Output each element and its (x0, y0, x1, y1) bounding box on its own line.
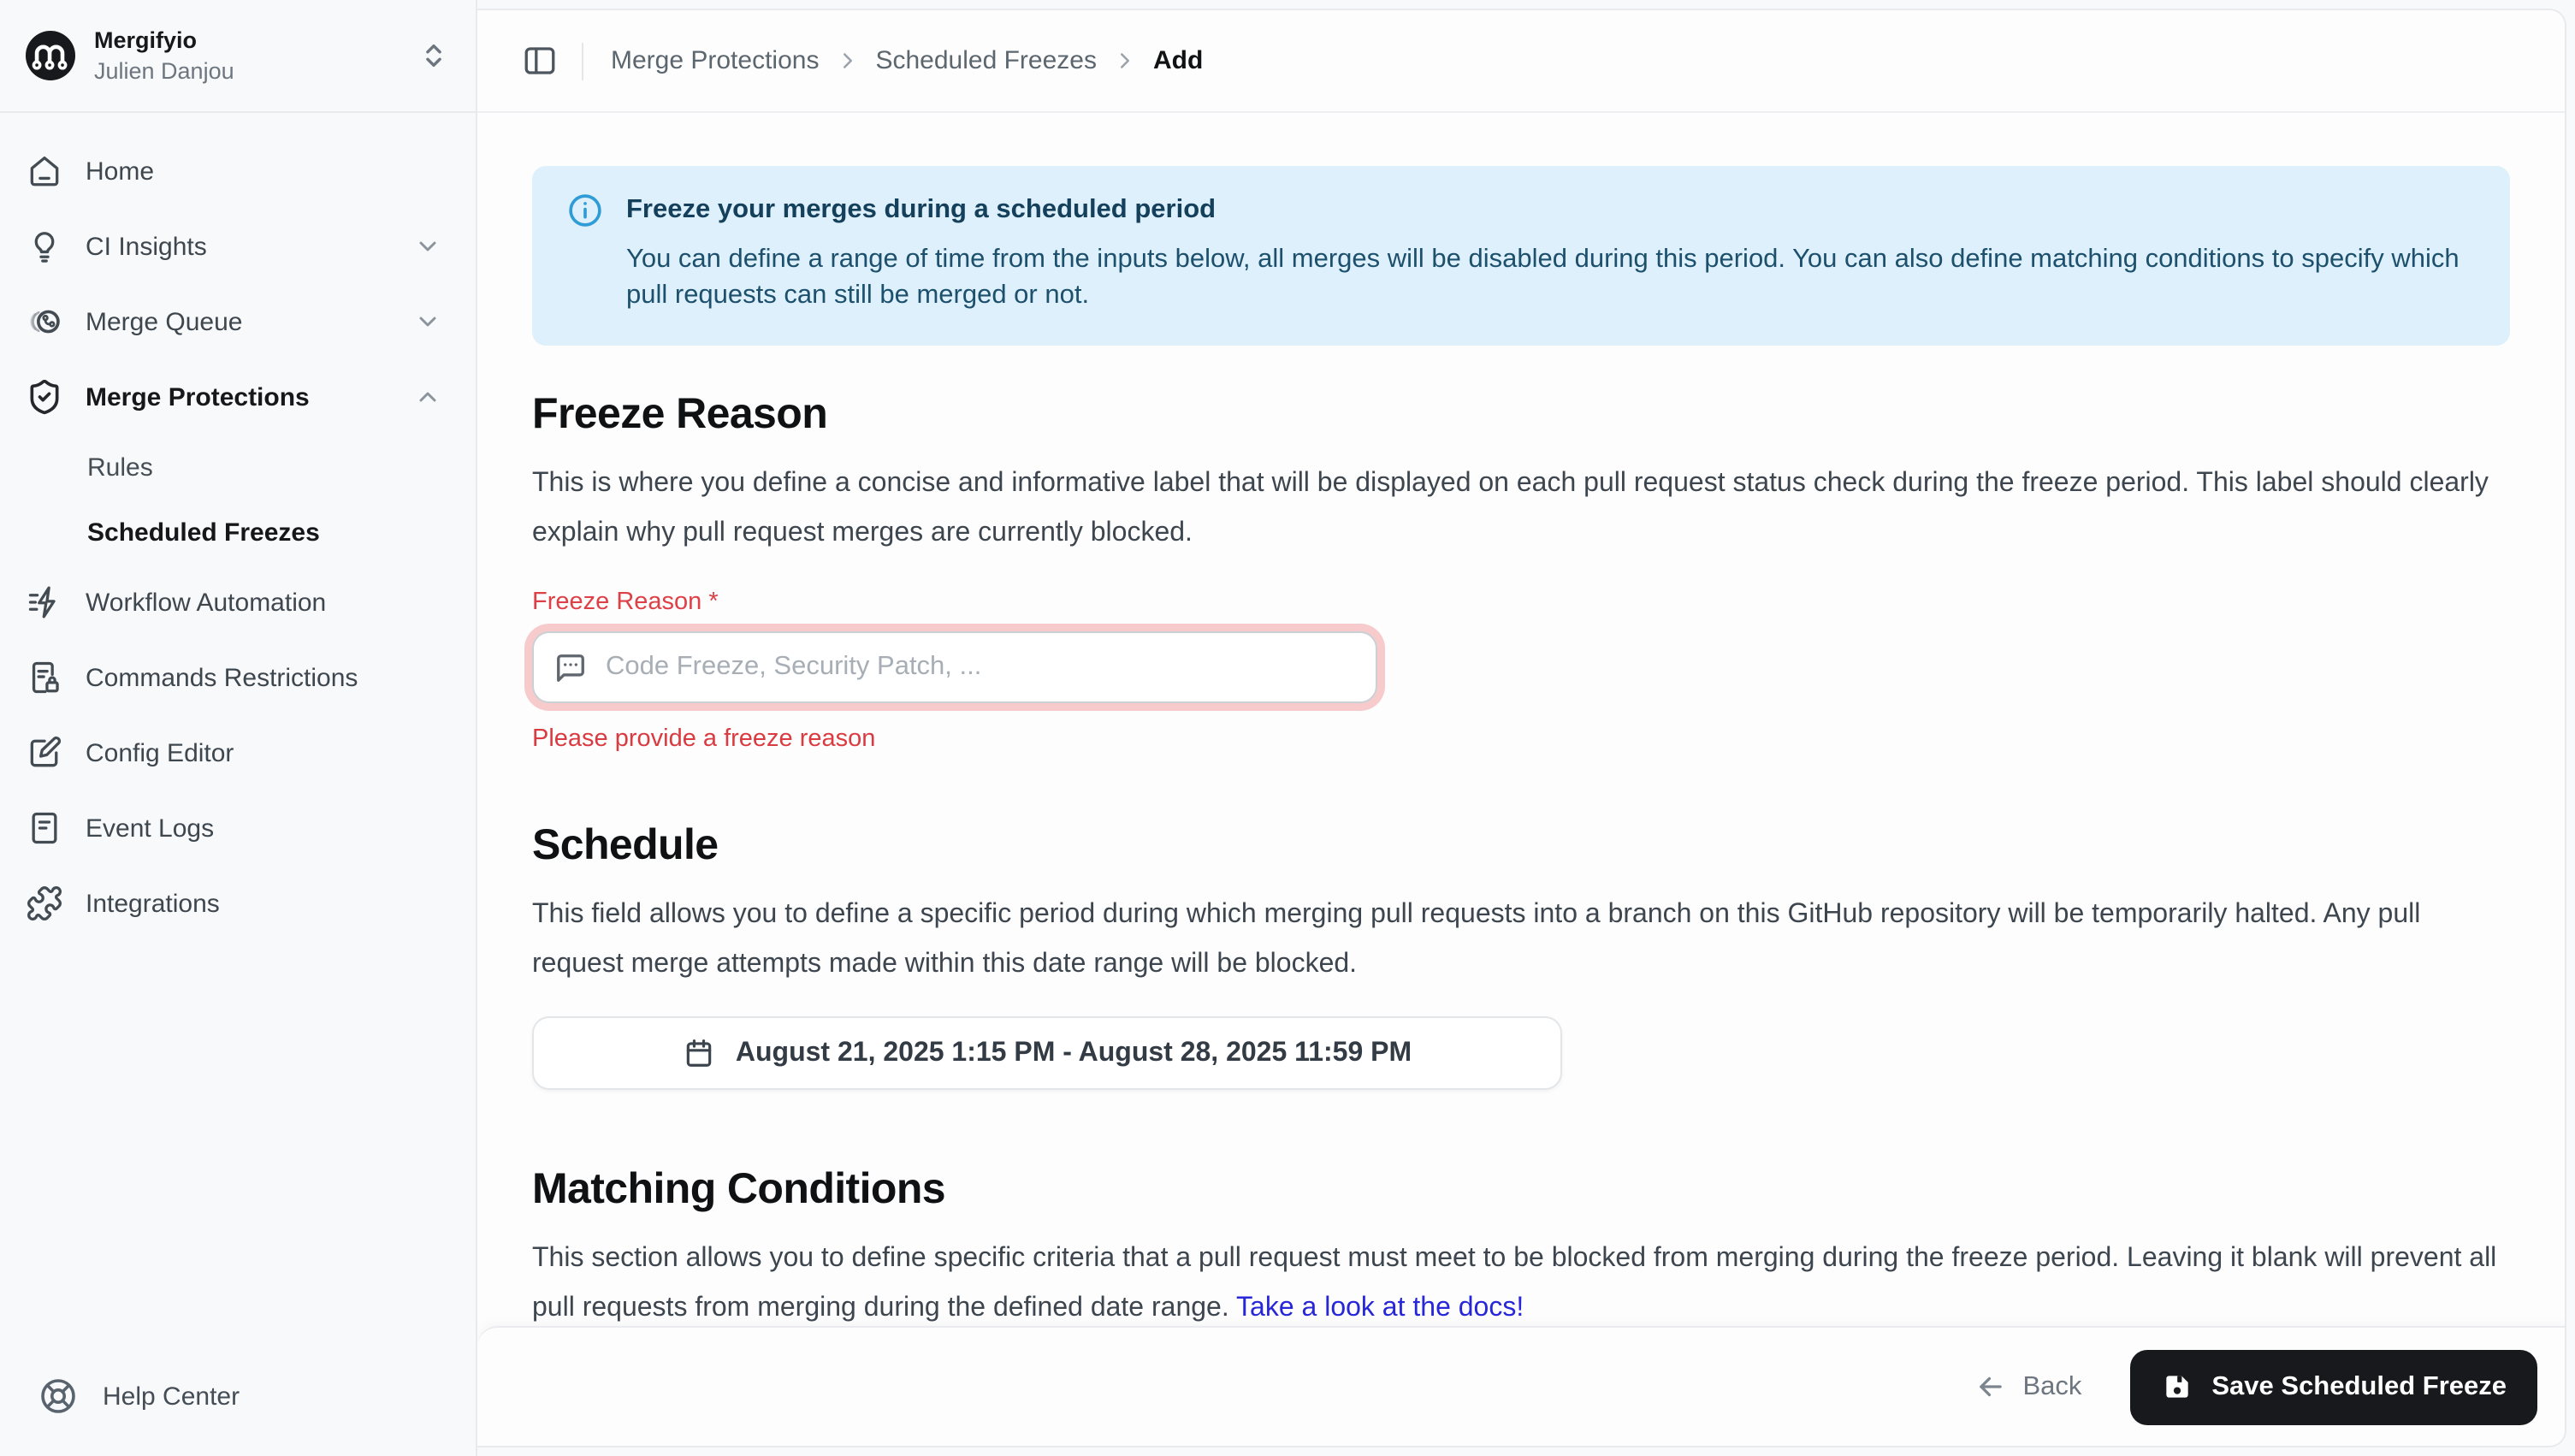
info-icon (566, 192, 604, 229)
date-range-value: August 21, 2025 1:15 PM - August 28, 2025 11:59 PM (735, 1038, 1412, 1067)
back-label: Back (2022, 1371, 2082, 1400)
matching-conditions-description (532, 1234, 2510, 1333)
workflow-automation-icon (26, 583, 63, 621)
file-lock-icon (26, 659, 63, 696)
sidebar-item-label: Config Editor (86, 738, 234, 767)
mergify-logo-icon (26, 31, 75, 80)
file-text-icon (26, 809, 63, 847)
freeze-reason-placeholder: Code Freeze, Security Patch, ... (606, 652, 982, 681)
chevron-down-icon (414, 308, 441, 335)
info-banner-title: Freeze your merges during a scheduled period (626, 195, 1216, 224)
form-footer (477, 1326, 2565, 1446)
message-icon (554, 651, 587, 684)
calendar-icon (683, 1037, 715, 1069)
edit-square-icon (26, 734, 63, 772)
home-icon (26, 152, 63, 190)
arrow-left-icon (1974, 1370, 2007, 1403)
sidebar-item-ci-insights[interactable] (26, 219, 455, 274)
breadcrumb-scheduled-freezes[interactable]: Scheduled Freezes (875, 46, 1097, 75)
breadcrumb-add: Add (1152, 46, 1204, 75)
sidebar-item-scheduled-freezes[interactable] (26, 510, 455, 554)
matching-conditions-heading: Matching Conditions (532, 1165, 945, 1213)
matching-conditions-section (532, 1165, 2510, 1333)
matching-conditions-text: This section allows you to define specific criteria that a pull request must meet to be blocked from merging during the freeze period. Leaving it blank will prevent all pull requests from merging during the defined date range. (532, 1244, 2497, 1323)
chevron-right-icon (834, 48, 860, 74)
sidebar-item-label: Event Logs (86, 814, 215, 843)
puzzle-icon (26, 885, 63, 922)
date-range-picker[interactable] (532, 1016, 1562, 1090)
chevrons-up-down-icon (419, 41, 448, 70)
breadcrumb-merge-protections[interactable]: Merge Protections (611, 46, 820, 75)
org-names (94, 26, 400, 86)
schedule-heading: Schedule (532, 821, 719, 869)
sidebar-item-label: Integrations (86, 889, 220, 918)
org-user: Julien Danjou (94, 57, 234, 83)
schedule-section (532, 821, 2510, 1090)
field-label-text: Freeze Reason (532, 589, 702, 616)
save-label: Save Scheduled Freeze (2211, 1371, 2507, 1400)
freeze-reason-input[interactable] (532, 631, 1377, 703)
chevron-up-icon (414, 383, 441, 411)
info-banner-header (566, 192, 2476, 229)
org-name: Mergifyio (94, 27, 198, 53)
sidebar-item-label: Scheduled Freezes (87, 518, 320, 547)
sidebar-item-integrations[interactable] (26, 876, 455, 931)
lifebuoy-icon (38, 1376, 79, 1417)
required-asterisk: * (708, 589, 719, 616)
sidebar-toggle-icon[interactable] (522, 43, 558, 79)
sidebar-item-label: Home (86, 157, 155, 186)
page-header (477, 10, 2565, 113)
sidebar-item-label: Commands Restrictions (86, 663, 358, 692)
sidebar-item-event-logs[interactable] (26, 801, 455, 855)
freeze-reason-error: Please provide a freeze reason (532, 725, 876, 753)
freeze-reason-field-label (532, 589, 2510, 616)
page-content (477, 115, 2565, 1446)
schedule-description: This field allows you to define a specific period during which merging pull requests into a branch on this GitHub repository will be temporarily halted. Any pull request merge attempts made within this date range will be blocked. (532, 900, 2421, 979)
freeze-reason-heading: Freeze Reason (532, 390, 828, 438)
sidebar-item-home[interactable] (26, 144, 455, 198)
sidebar-item-label: Merge Protections (86, 382, 310, 411)
freeze-reason-section (532, 390, 2510, 753)
main-panel (477, 9, 2566, 1447)
sidebar-item-label: Rules (87, 453, 153, 482)
shield-check-icon (26, 378, 63, 416)
chevron-right-icon (1112, 48, 1138, 74)
sidebar-item-label: Merge Queue (86, 307, 243, 336)
sidebar-item-label: CI Insights (86, 232, 207, 261)
save-scheduled-freeze-button[interactable] (2129, 1349, 2537, 1424)
sidebar-item-rules[interactable] (26, 445, 455, 489)
sidebar-item-merge-queue[interactable] (26, 294, 455, 349)
sidebar-item-merge-protections[interactable] (26, 370, 455, 424)
info-banner-body: You can define a range of time from the inputs below, all merges will be disabled during this period. You can also define matching conditions to specify which pull requests can still be merged or not. (626, 245, 2460, 310)
sidebar-item-config-editor[interactable] (26, 725, 455, 780)
merge-queue-icon (26, 303, 63, 340)
back-button[interactable] (1974, 1370, 2081, 1403)
help-center-label: Help Center (103, 1382, 240, 1411)
chevron-down-icon (414, 233, 441, 260)
info-banner (532, 166, 2510, 346)
sidebar (0, 0, 477, 1456)
sidebar-item-workflow-automation[interactable] (26, 575, 455, 630)
help-center-button[interactable] (0, 1376, 476, 1456)
sidebar-item-label: Workflow Automation (86, 588, 327, 617)
org-switcher[interactable] (0, 0, 476, 113)
sidebar-nav (0, 113, 476, 951)
freeze-reason-description: This is where you define a concise and informative label that will be displayed on each pull request status check during the freeze period. This label should clearly explain why pull request merges are currently blocked. (532, 469, 2489, 547)
docs-link[interactable]: Take a look at the docs! (1236, 1293, 1524, 1323)
org-avatar (26, 31, 75, 80)
sidebar-item-commands-restrictions[interactable] (26, 650, 455, 705)
save-icon (2160, 1370, 2193, 1403)
header-divider (582, 42, 583, 80)
lightbulb-icon (26, 228, 63, 265)
